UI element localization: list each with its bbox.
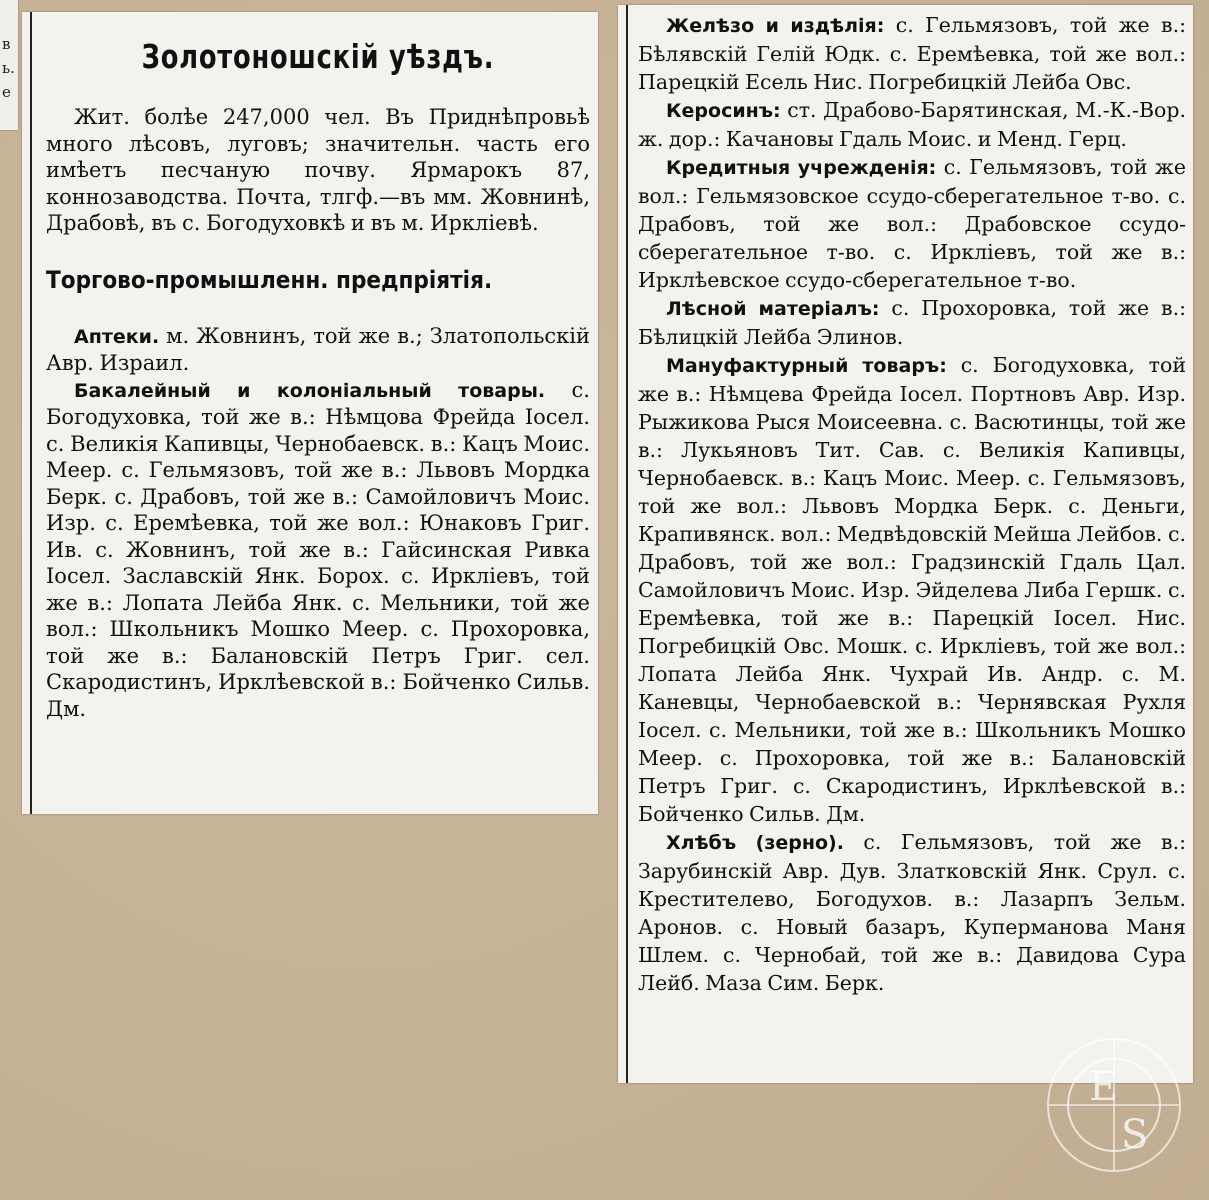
- watermark-letter-e: E: [1089, 1064, 1119, 1110]
- entry-text: с. Гельмязовъ, той же вол.: Гельмязовское ссудо-сберегательное т-во. с. Драбовъ, той же вол.: Драбовское ссудо-сберегательное т-во. с. Иркліевъ, той же в.: Ирклѣевское ссудо-сберегательное т-во.: [638, 155, 1186, 292]
- entry-text: ст. Драбово-Барятинская, М.-К.-Вор. ж. дор.: Качановы Гдаль Моис. и Менд. Герц.: [638, 98, 1186, 151]
- column-rule: [626, 5, 628, 1083]
- edge-fragment-text: [0, 0, 18, 130]
- edge-line: е: [2, 83, 11, 101]
- left-clipping: [22, 12, 598, 814]
- watermark-logo: [1047, 1038, 1181, 1172]
- entry-timber: [638, 294, 1186, 351]
- entry-grocery: [46, 377, 590, 723]
- entry-text: с. Прохоровка, той же в.: Бѣлицкій Лейба Элинов.: [638, 296, 1187, 349]
- entry-heading: Кредитныя учрежденія:: [666, 157, 937, 179]
- entry-text: с. Богодуховка, той же в.: Нѣмцева Фрейда Іосел. Портновъ Авр. Изр. Рыжикова Рыся Моисеевна. с. Васютинцы, той же в.: Лукьяновъ Тит. Сав. с. Великія Капивцы, Чернобаевск. в.: Кацъ Моис. Меер. с. Гельмязовъ, той же вол.: Львовъ Мордка Берк. с. Деньги, Крапивянск. вол.: Медвѣдовскій Мейша Лейбов. с. Драбовъ, той же вол.: Градзинскій Гдаль Цал. Самойловичъ Моис. Изр. Эйделева Либа Гершк. с. Еремѣевка, той же в.: Парецкій Іосел. Нис. Погребицкій Овс. Мошк. с. Иркліевъ, той же вол.: Лопата Лейба Янк. Чухрай Ив. Андр. с. М. Каневцы, Чернобаевской в.: Чернявская Рухля Іосел. с. Мельники, той же в.: Школьникъ Мошко Меер. с. Прохоровка, той же в.: Балановскій Петръ Григ. с. Скародистинъ, Ирклѣевской в.: Бойченко Сильв. Дм.: [638, 353, 1186, 826]
- column-rule: [30, 12, 32, 814]
- district-title: Золотоношскій уѣздъ.: [141, 37, 495, 76]
- entry-heading: Желѣзо и издѣлія:: [666, 15, 885, 37]
- left-column-text: [46, 32, 590, 722]
- section-title: Торгово-промышленн. предпріятія.: [46, 265, 493, 294]
- entry-credit: [638, 153, 1186, 294]
- entry-text: с. Гельмязовъ, той же в.: Бѣлявскій Гелій Юдк. с. Еремѣевка, той же вол.: Парецкій Есель Нис. Погребицкій Лейба Овс.: [638, 13, 1186, 94]
- entry-text: с. Гельмязовъ, той же в.: Зарубинскій Авр. Дув. Златковскій Янк. Срул. с. Крестителево, Богодухов. в.: Лазарпъ Зельм. Аронов. с. Новый базаръ, Куперманова Маня Шлем. с. Чернобай, той же в.: Давидова Сура Лейб. Маза Сим. Берк.: [638, 830, 1186, 995]
- edge-line: ь.: [2, 59, 15, 77]
- entry-pharmacies: [46, 323, 590, 377]
- entry-text: с. Богодуховка, той же в.: Нѣмцова Фрейда Іосел. с. Великія Капивцы, Чернобаевск. в.: Кацъ Моис. Меер. с. Гельмязовъ, той же в.: Львовъ Мордка Берк. с. Драбовъ, той же в.: Самойловичъ Моис. Изр. с. Еремѣевка, той же вол.: Юнаковъ Григ. Ив. с. Жовнинъ, той же в.: Гайсинская Ривка Іосел. Заславскій Янк. Борох. с. Иркліевъ, той же в.: Лопата Лейба Янк. с. Мельники, той же вол.: Школьникъ Мошко Меер. с. Прохоровка, той же в.: Балановскій Петръ Григ. сел. Скародистинъ, Ирклѣевской в.: Бойченко Сильв. Дм.: [46, 377, 590, 721]
- edge-line: в: [2, 35, 11, 53]
- watermark-crosshair-icon: [1049, 1040, 1179, 1170]
- entry-heading: Лѣсной матеріалъ:: [666, 298, 880, 320]
- entry-text: м. Жовнинъ, той же в.; Златопольскій Авр. Израил.: [46, 323, 590, 375]
- entry-grain: [638, 828, 1186, 997]
- entry-textiles: [638, 351, 1186, 828]
- edge-fragment: [0, 0, 18, 130]
- right-clipping: [618, 5, 1193, 1083]
- district-intro: Жит. болѣе 247,000 чел. Въ Приднѣпровьѣ много лѣсовъ, луговъ; значительн. часть его имѣетъ песчаную почву. Ярмарокъ 87, коннозаводства. Почта, тлгф.—въ мм. Жовнинѣ, Драбовѣ, въ с. Богодуховкѣ и въ м. Иркліевѣ.: [46, 105, 590, 235]
- entry-iron: [638, 11, 1186, 96]
- right-column-text: [638, 11, 1186, 997]
- entry-heading: Мануфактурный товаръ:: [666, 355, 947, 377]
- watermark-letter-s: S: [1121, 1112, 1149, 1158]
- entry-heading: Керосинъ:: [666, 100, 781, 122]
- entry-heading: Бакалейный и колоніальный товары.: [74, 379, 546, 402]
- entry-heading: Хлѣбъ (зерно).: [666, 832, 844, 854]
- entry-heading: Аптеки.: [74, 325, 160, 348]
- entry-kerosene: [638, 96, 1186, 153]
